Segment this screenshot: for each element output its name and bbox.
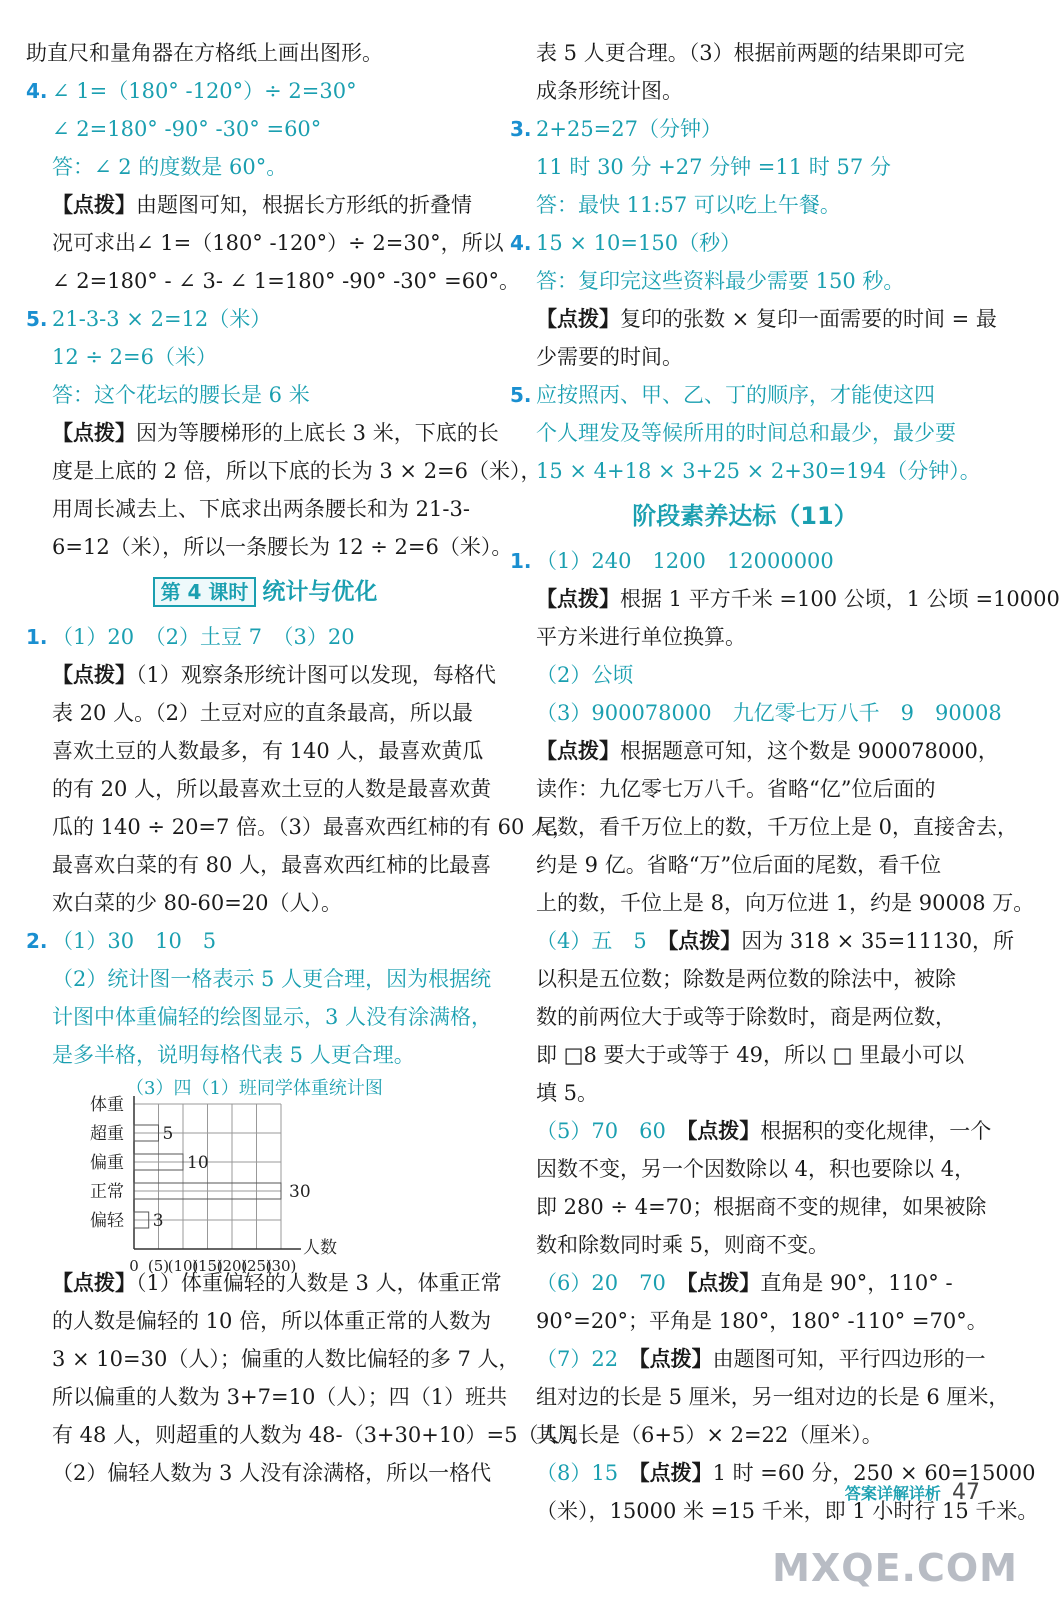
- chart-tick-label: (5): [147, 1257, 170, 1275]
- question-number: 5.: [510, 383, 532, 407]
- watermark-logo: MXQE.COM: [772, 1546, 1018, 1590]
- tip-line: [510, 300, 997, 338]
- tip-tag: 【点拨】: [536, 587, 620, 611]
- answer-text: 2+25=27（分钟）: [536, 117, 722, 141]
- answer-text: （8）15: [536, 1461, 619, 1485]
- answer-text: （5）70 60: [536, 1119, 666, 1143]
- question-number: 4.: [510, 231, 532, 255]
- tip-text: 度是上底的 2 倍，所以下底的长为 3 × 2=6（米），: [52, 459, 542, 483]
- tip-text: 即 □8 要大于或等于 49，所以 □ 里最小可以: [536, 1043, 965, 1067]
- answer-text: 土豆: [199, 625, 242, 649]
- tip-line: [26, 186, 504, 224]
- answer-text: （2）统计图一格表示 5 人更合理，因为根据统: [52, 967, 492, 991]
- chart-tick-label: (10): [167, 1257, 199, 1275]
- q3-line: [510, 110, 980, 148]
- tip-text: 读作：九亿零七万八千。省略“亿”位后面的: [536, 777, 936, 801]
- answer-text: （1）240 1200 12000000: [536, 549, 834, 573]
- chart-title: （3）四（1）班同学体重统计图: [126, 1078, 383, 1099]
- tip-text: 的人数是偏轻的 10 倍，所以体重正常的人数为: [52, 1309, 492, 1333]
- tip-text: 6=12（米），所以一条腰长为 12 ÷ 2=6（米）。: [52, 535, 513, 559]
- tip-text: 由题图可知，平行四边形的一: [712, 1347, 986, 1371]
- q4-line: [26, 72, 504, 110]
- tip-text: 瓜的 140 ÷ 20=7 倍。（3）最喜欢西红柿的有 60 人，: [52, 815, 573, 839]
- chart-category-label: 超重: [90, 1124, 124, 1144]
- tip-text: 最喜欢白菜的有 80 人，最喜欢西红柿的比最喜: [52, 853, 492, 877]
- tip-text: 平方米进行单位换算。: [536, 625, 746, 649]
- answer-text: 应按照丙、甲、乙、丁的顺序，才能使这四: [536, 383, 935, 407]
- answer-text: （1）20: [52, 625, 135, 649]
- answer-text: 11 时 30 分 +27 分钟 =11 时 57 分: [536, 155, 891, 179]
- tip-tag: 【点拨】: [686, 1271, 761, 1295]
- chart-tick-label: (30): [265, 1257, 297, 1275]
- tip-text: （1）体重偏轻的人数是 3 人，体重正常: [136, 1271, 502, 1295]
- tip-text: 由题图可知，根据长方形纸的折叠情: [136, 193, 472, 217]
- answer-text: 9 90008: [900, 701, 1002, 725]
- q5-line: [26, 300, 504, 338]
- answer-text: 21-3-3 × 2=12（米）: [52, 307, 272, 331]
- tip-tag: 【点拨】: [536, 739, 620, 763]
- answer-line: [510, 1264, 980, 1302]
- answer-text: 15 × 4+18 × 3+25 × 2+30=194（分钟）。: [536, 459, 981, 483]
- answer-line: [510, 1112, 992, 1150]
- tip-text: （1）观察条形统计图可以发现，每格代: [136, 663, 496, 687]
- answer-line: [510, 694, 1002, 732]
- answer-text: （2）公顷: [536, 663, 634, 687]
- q5-line: [510, 376, 980, 414]
- tip-tag: 【点拨】: [536, 307, 620, 331]
- page-number: 47: [952, 1480, 980, 1505]
- q1-line: [26, 618, 504, 656]
- answer-line: [510, 1340, 986, 1378]
- answer-text: （3）900078000: [536, 701, 712, 725]
- answer-text: 12 ÷ 2=6（米）: [52, 345, 217, 369]
- tip-tag: 【点拨】: [52, 193, 136, 217]
- chart-category-label: 正常: [90, 1182, 124, 1202]
- tip-text: 少需要的时间。: [536, 345, 683, 369]
- tip-tag: 【点拨】: [52, 663, 136, 687]
- tip-text: 喜欢土豆的人数最多，有 140 人，最喜欢黄瓜: [52, 739, 484, 763]
- tip-text: 根据题意可知，这个数是 900078000，: [620, 739, 999, 763]
- lesson-badge: 第 4 课时: [153, 577, 257, 607]
- answer-text: （1）30 10 5: [52, 929, 217, 953]
- answer-conclusion: 答：复印完这些资料最少需要 150 秒。: [536, 269, 905, 293]
- tip-tag: 【点拨】: [639, 1347, 713, 1371]
- tip-line: [510, 732, 999, 770]
- answer-conclusion: 答：这个花坛的腰长是 6 米: [52, 383, 310, 407]
- answer-text: （7）22: [536, 1347, 619, 1371]
- tip-text: 因为等腰梯形的上底长 3 米，下底的长: [136, 421, 499, 445]
- stage-heading: [510, 490, 980, 542]
- answer-text: ∠ 2=180° -90° -30° =60°: [52, 117, 322, 141]
- tip-line: [26, 656, 504, 694]
- tip-line: [26, 414, 504, 452]
- tip-text: 直角是 90°，110° -: [760, 1271, 953, 1295]
- tip-tag: 【点拨】: [686, 1119, 761, 1143]
- chart-tick-label: (15): [192, 1257, 223, 1275]
- chart-data-label: 30: [289, 1182, 311, 1202]
- answer-line: [510, 922, 1015, 960]
- chart-category-label: 偏重: [90, 1153, 124, 1173]
- tip-text: 根据 1 平方千米 =100 公顷，1 公顷 =10000: [620, 587, 1060, 611]
- tip-text: 所以偏重的人数为 3+7=10（人）；四（1）班共: [52, 1385, 508, 1409]
- answer-text: （2）: [155, 625, 200, 649]
- lesson-heading: [26, 566, 504, 618]
- answer-text: （3）20: [283, 625, 355, 649]
- answer-text: 15 × 10=150（秒）: [536, 231, 742, 255]
- answer-text: 7: [241, 625, 263, 649]
- tip-text: 有 48 人，则超重的人数为 48-（3+30+10）=5（人）。: [52, 1423, 592, 1447]
- chart-data-label: 5: [162, 1124, 174, 1144]
- tip-text: 数和除数同时乘 5，则商不变。: [536, 1233, 830, 1257]
- tip-text: 数的前两位大于或等于除数时，商是两位数，: [536, 1005, 956, 1029]
- right-column: [510, 34, 1060, 1530]
- tip-tag: 【点拨】: [639, 1461, 713, 1485]
- tip-text: 况可求出∠ 1=（180° -120°）÷ 2=30°，所以: [52, 231, 504, 255]
- answer-conclusion: 答：∠ 2 的度数是 60°。: [52, 155, 288, 179]
- answer-text: 计图中体重偏轻的绘图显示，3 人没有涂满格，: [52, 1005, 493, 1029]
- answer-text: ∠ 1=（180° -120°）÷ 2=30°: [52, 79, 357, 103]
- tip-text: 欢白菜的少 80-60=20（人）。: [52, 891, 343, 915]
- answer-text: 是多半格，说明每格代表 5 人更合理。: [52, 1043, 415, 1067]
- question-number: 3.: [510, 117, 532, 141]
- chart-tick-label: (20): [216, 1257, 248, 1275]
- tip-text: 1 时 =60 分，250 × 60=15000: [712, 1461, 1036, 1485]
- text-line: 助直尺和量角器在方格纸上画出图形。: [26, 41, 383, 65]
- tip-text: 其周长是（6+5）× 2=22（厘米）。: [536, 1423, 883, 1447]
- tip-text: 表 20 人。（2）土豆对应的直条最高，所以最: [52, 701, 473, 725]
- chart-x-axis-label: 人数: [303, 1238, 337, 1258]
- tip-text: 组对边的长是 5 厘米，另一组对边的长是 6 厘米，: [536, 1385, 1010, 1409]
- tip-text: 约是 9 亿。省略“万”位后面的尾数，看千位: [536, 853, 942, 877]
- chart-tick-label: (25): [241, 1257, 272, 1275]
- tip-tag: 【点拨】: [667, 929, 742, 953]
- tip-text: 3 × 10=30（人）；偏重的人数比偏轻的多 7 人，: [52, 1347, 520, 1371]
- question-number: 1.: [26, 625, 48, 649]
- s1-line: [510, 542, 980, 580]
- tip-text: 用周长减去上、下底求出两条腰长和为 21-3-: [52, 497, 470, 521]
- lesson-title: 统计与优化: [262, 579, 378, 605]
- answer-text: 个人理发及等候所用的时间总和最少，最少要: [536, 421, 956, 445]
- page-footer: [845, 1480, 980, 1505]
- tip-tag: 【点拨】: [52, 1271, 136, 1295]
- question-number: 4.: [26, 79, 48, 103]
- tip-text: 尾数，看千万位上的数，千万位上是 0，直接舍去，: [536, 815, 1019, 839]
- answer-text: （4）五 5: [536, 929, 647, 953]
- tip-text: 复印的张数 × 复印一面需要的时间 = 最: [620, 307, 997, 331]
- tip-text: 90°=20°；平角是 180°，180° -110° =70°。: [536, 1309, 988, 1333]
- chart-y-axis-label: 体重: [90, 1095, 124, 1115]
- weight-bar-chart: [52, 1074, 504, 1275]
- tip-text: （米），15000 米 =15 千米，即 1 小时行 15 千米。: [536, 1499, 1039, 1523]
- chart-data-label: 3: [152, 1211, 164, 1231]
- tip-text: 的有 20 人，所以最喜欢土豆的人数是最喜欢黄: [52, 777, 492, 801]
- answer-conclusion: 答：最快 11:57 可以吃上午餐。: [536, 193, 841, 217]
- tip-text: 上的数，千位上是 8，向万位进 1，约是 90008 万。: [536, 891, 1035, 915]
- tip-text: 表 5 人更合理。（3）根据前两题的结果即可完: [536, 41, 965, 65]
- q4-line: [510, 224, 980, 262]
- q2-line: [26, 922, 504, 960]
- tip-text: 根据积的变化规律，一个: [760, 1119, 992, 1143]
- question-number: 5.: [26, 307, 48, 331]
- tip-text: 即 280 ÷ 4=70；根据商不变的规律，如果被除: [536, 1195, 987, 1219]
- question-number: 1.: [510, 549, 532, 573]
- answer-text: （6）20 70: [536, 1271, 666, 1295]
- chart-data-label: 10: [187, 1153, 209, 1173]
- footer-label: 答案详解详析: [844, 1484, 941, 1503]
- tip-text: （2）偏轻人数为 3 人没有涂满格，所以一格代: [52, 1461, 492, 1485]
- chart-tick-label: 0: [129, 1257, 139, 1275]
- tip-tag: 【点拨】: [52, 421, 136, 445]
- chart-category-label: 偏轻: [90, 1211, 124, 1231]
- tip-text: 因数不变，另一个因数除以 4，积也要除以 4，: [536, 1157, 976, 1181]
- tip-line: [510, 580, 1060, 618]
- tip-text: 成条形统计图。: [536, 79, 683, 103]
- answer-text: 九亿零七万八千: [732, 701, 880, 725]
- tip-text: 填 5。: [536, 1081, 599, 1105]
- tip-text: 以积是五位数；除数是两位数的除法中，被除: [536, 967, 956, 991]
- stage-title: 阶段素养达标（11）: [632, 502, 858, 530]
- tip-text: 因为 318 × 35=11130，所: [741, 929, 1015, 953]
- tip-text: ∠ 2=180° - ∠ 3- ∠ 1=180° -90° -30° =60°。: [52, 269, 520, 293]
- chart-svg: [52, 1074, 492, 1275]
- question-number: 2.: [26, 929, 48, 953]
